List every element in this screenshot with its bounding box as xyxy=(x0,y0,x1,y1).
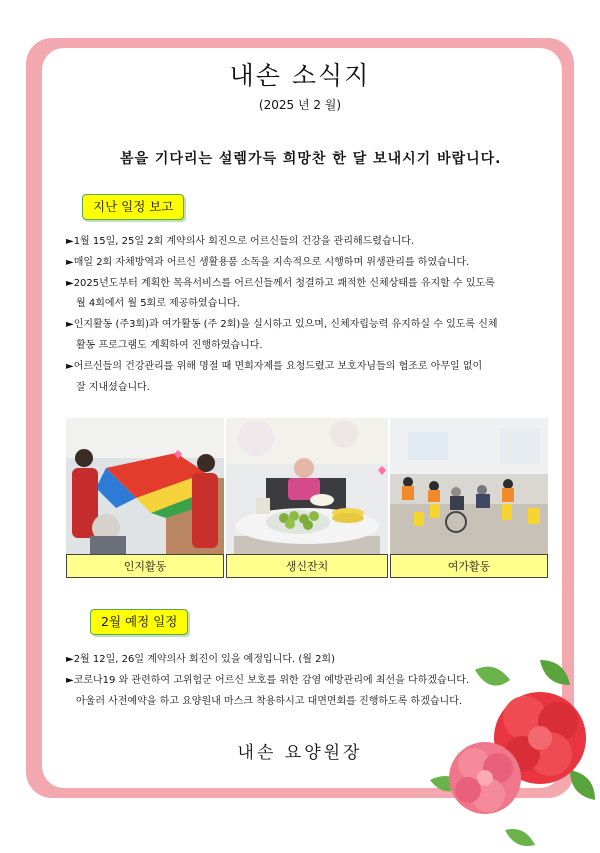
list-item: 활동 프로그램도 계획하여 진행하였습니다. xyxy=(76,339,263,351)
photo-caption: 여가활동 xyxy=(390,554,548,578)
list-item: ►매일 2회 자체방역과 어르신 생활용품 소독을 지속적으로 시행하며 위생관리를 하였습니다. xyxy=(66,256,470,268)
photo-caption: 생신잔치 xyxy=(226,554,388,578)
list-item: ►코로나19 와 관련하여 고위험군 어르신 보호를 위한 감염 예방관리에 최선을 다하겠습니다. xyxy=(66,674,470,686)
list-item: ►인지활동 (주3회)과 여가활동 (주 2회)을 실시하고 있으며, 신체자립능력 유지하실 수 있도록 신체 xyxy=(66,319,498,331)
list-item: 아울러 사전예약을 하고 요양원내 마스크 착용하시고 대면면회를 진행하도록 하겠습니다. xyxy=(76,695,463,707)
past-schedule-list xyxy=(66,232,542,398)
photo-gallery xyxy=(66,418,548,580)
list-item: ►2025년도부터 계획한 목욕서비스를 어르신들께서 청결하고 쾌적한 신체상태를 유지할 수 있도록 xyxy=(66,277,495,289)
photo-cognitive-activity xyxy=(66,418,224,554)
past-schedule-heading: 지난 일정 보고 xyxy=(82,194,184,220)
carnation-decoration-icon xyxy=(430,650,600,849)
list-item: 잘 지내셨습니다. xyxy=(76,381,150,393)
list-item: 월 4회에서 월 5회로 제공하였습니다. xyxy=(76,298,240,310)
photo-birthday-party xyxy=(226,418,388,554)
feb-schedule-heading: 2월 예정 일정 xyxy=(90,609,188,635)
list-item: ►어르신들의 건강관리를 위해 명절 때 면회자제를 요청드렸고 보호자님들의 협조로 아무일 없이 xyxy=(66,360,483,372)
closing-signature: 내손 요양원장 xyxy=(237,743,363,763)
photo-caption: 인지활동 xyxy=(66,554,224,578)
newsletter-title: 내손 소식지 xyxy=(229,61,371,90)
greeting-text: 봄을 기다리는 설렘가득 희망찬 한 달 보내시기 바랍니다. xyxy=(120,151,502,167)
list-item: ►1월 15일, 25일 2회 계약의사 회진으로 어르신들의 건강을 관리해드렸습니다. xyxy=(66,236,415,247)
list-item: ►2월 12일, 26일 계약의사 회진이 있을 예정입니다. (월 2회) xyxy=(66,654,335,665)
photo-leisure-activity xyxy=(390,418,548,554)
newsletter-date: (2025 년 2 월) xyxy=(258,98,342,112)
